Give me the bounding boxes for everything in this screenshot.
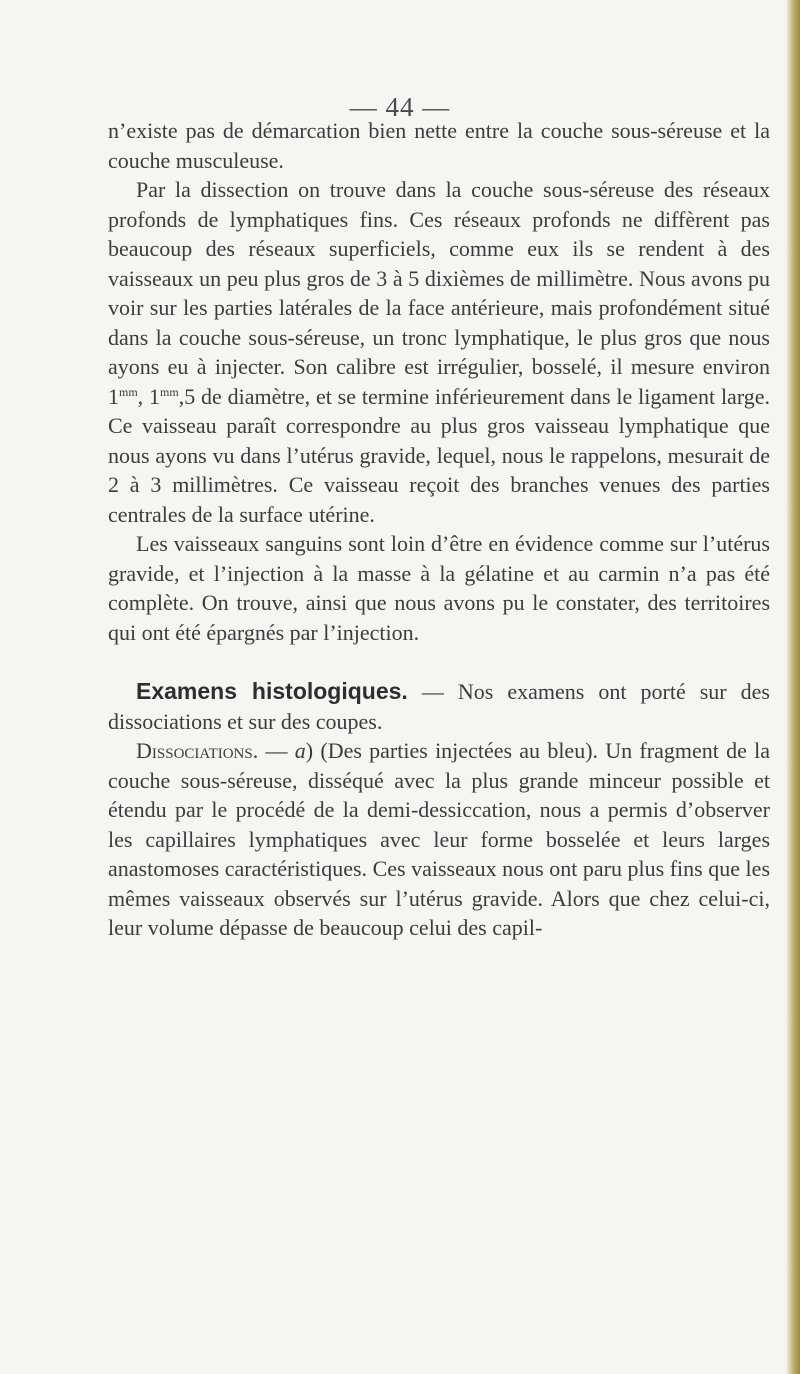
paragraph-histology: [108, 677, 770, 736]
dash: —: [258, 738, 295, 763]
unit-superscript: mm: [160, 384, 179, 399]
section-gap: [108, 647, 770, 677]
body-text: [108, 116, 770, 943]
paragraph-dissociations: [108, 736, 770, 943]
section-heading: Examens histologiques.: [136, 678, 408, 704]
paragraph-continuation: n’existe pas de démarcation bien nette entre la couche sous-séreuse et la couche musculeuse.: [108, 118, 770, 173]
page-edge: [786, 0, 800, 1374]
paragraph-dissociations-text: ) (Des parties injectées au bleu). Un fragment de la couche sous-séreuse, disséqué avec la plus grande minceur possible et étendu par le procédé de la demi-dessiccation, nous a permis d’observer les capillaires lymphatiques avec leur forme bosselée et leurs larges anastomoses caractéristiques. Ces vaisseaux nous ont paru plus fins que les mêmes vaisseaux observés sur l’utérus gravide. Alors que chez celui-ci, leur volume dépasse de beaucoup celui des capil-: [108, 738, 771, 940]
unit-superscript: mm: [119, 384, 138, 399]
paragraph-dissection: [108, 175, 770, 529]
paragraph-dissection-mid: , 1: [137, 383, 161, 409]
paragraph-histology-text: — Nos examens ont porté sur des dissociations et sur des coupes.: [108, 679, 770, 734]
page-number: — 44 —: [349, 92, 451, 122]
paragraph-dissection-end: ,5 de diamètre, et se termine inférieurement dans le ligament large. Ce vaisseau paraît correspondre au plus gros vaisseau lymphatique que nous ayons vu dans l’utérus gravide, lequel, nous le rappelons, mesurait de 2 à 3 millimètres. Ce vaisseau reçoit des branches venues des parties centrales de la surface utérine.: [108, 383, 771, 527]
item-letter: a: [294, 738, 306, 763]
subsection-heading: Dissociations.: [136, 738, 259, 763]
paragraph-blood-vessels: Les vaisseaux sanguins sont loin d’être en évidence comme sur l’utérus gravide, et l’injection à la masse à la gélatine et au carmin n’a pas été complète. On trouve, ainsi que nous avons pu le constater, des territoires qui ont été épargnés par l’injection.: [108, 531, 770, 645]
paragraph-dissection-text: Par la dissection on trouve dans la couche sous-séreuse des réseaux profonds de lymphatiques fins. Ces réseaux profonds ne diffèrent pas beaucoup des réseaux superficiels, comme eux ils se rendent à des vaisseaux un peu plus gros de 3 à 5 dixièmes de millimètre. Nous avons pu voir sur les parties latérales de la face antérieure, mais profondément situé dans la couche sous-séreuse, un tronc lymphatique, le plus gros que nous ayons eu à injecter. Son calibre est irrégulier, bosselé, il mesure environ 1: [108, 177, 770, 409]
